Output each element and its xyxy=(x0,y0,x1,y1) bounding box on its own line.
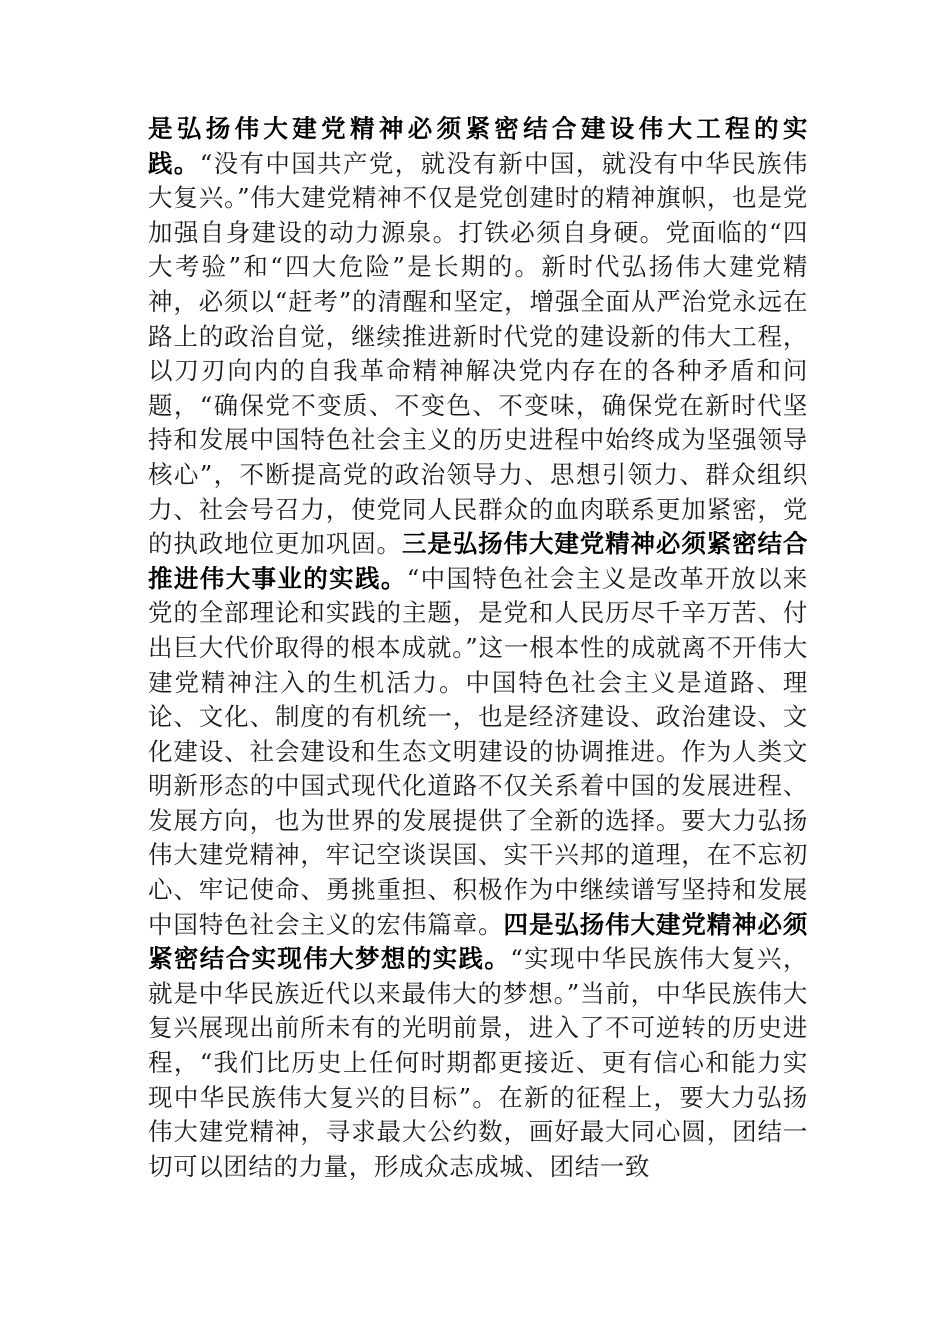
bold-heading-segment: 四是弘扬伟大建党精神必须紧密结合实现伟大梦想的实践。 xyxy=(148,909,808,974)
body-text-segment: “实现中华民族伟大复兴，就是中华民族近代以来最伟大的梦想。”当前，中华民族伟大复兴展现出前所未有的光明前景，进入了不可逆转的历史进程，“我们比历史上任何时期都更接近、更有信心和能力实现中华民族伟大复兴的目标”。在新的征程上，要大力弘扬伟大建党精神，寻求最大公约数，画好最大同心圆，团结一切可以团结的力量，形成众志成城、团结一致 xyxy=(148,944,808,1181)
bold-heading-segment: 三是弘扬伟大建党精神必须紧密结合推进伟大事业的实践。 xyxy=(148,529,809,593)
document-body xyxy=(148,112,808,1184)
body-text-segment: “没有中国共产党，就没有新中国，就没有中华民族伟大复兴。”伟大建党精神不仅是党创建时的精神旗帜，也是党加强自身建设的动力源泉。打铁必须自身硬。党面临的“四大考验”和“四大危险”是长期的。新时代弘扬伟大建党精神，必须以“赶考”的清醒和坚定，增强全面从严治党永远在路上的政治自觉，继续推进新时代党的建设新的伟大工程，以刀刃向内的自我革命精神解决党内存在的各种矛盾和问题，“确保党不变质、不变色、不变味，确保党在新时代坚持和发展中国特色社会主义的历史进程中始终成为坚强领导核心”，不断提高党的政治领导力、思想引领力、群众组织力、社会号召力，使党同人民群众的血肉联系更加紧密，党的执政地位更加巩固。 xyxy=(148,148,808,559)
body-text-segment: “中国特色社会主义是改革开放以来党的全部理论和实践的主题，是党和人民历尽千辛万苦、付出巨大代价取得的根本成就。”这一根本性的成就离不开伟大建党精神注入的生机活力。中国特色社会主义是道路、理论、文化、制度的有机统一，也是经济建设、政治建设、文化建设、社会建设和生态文明建设的协调推进。作为人类文明新形态的中国式现代化道路不仅关系着中国的发展进程、发展方向，也为世界的发展提供了全新的选择。要大力弘扬伟大建党精神，牢记空谈误国、实干兴邦的道理，在不忘初心、牢记使命、勇挑重担、积极作为中继续谱写坚持和发展中国特色社会主义的宏伟篇章。 xyxy=(148,563,808,939)
body-paragraph xyxy=(148,112,808,1184)
bold-heading-segment: 是弘扬伟大建党精神必须紧密结合建设伟大工程的实践。 xyxy=(148,114,808,178)
